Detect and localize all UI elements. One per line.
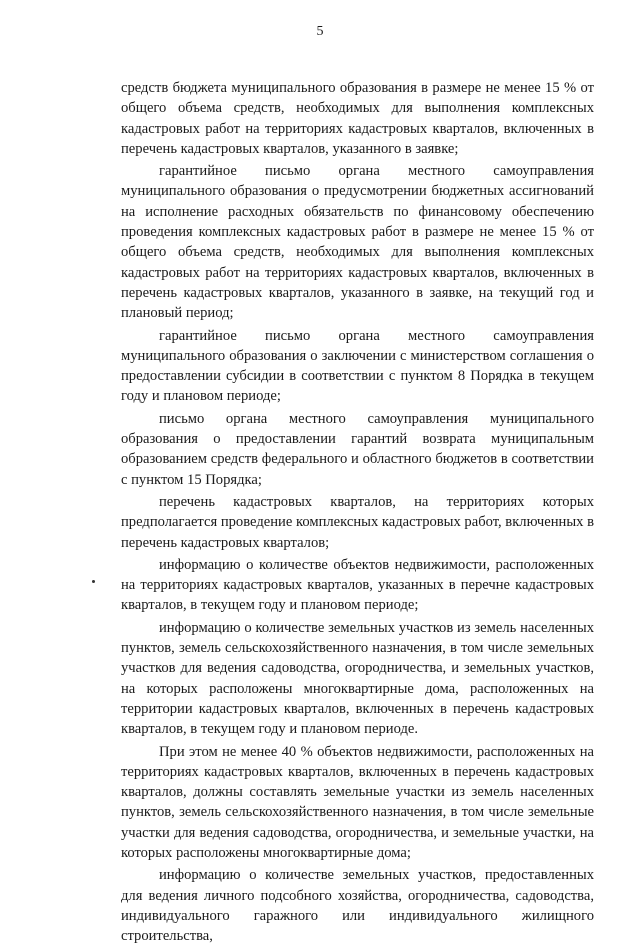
paragraph: информацию о количестве земельных участков из земель населенных пунктов, земель сельскохозяйственного назначения, в том числе земельных участков для ведения садоводства, огородничества, и земельных участков, на которых расположены многоквартирные дома, расположенных на территории кадастровых кварталов, включенных в перечень кадастровых кварталов, в текущем году и плановом периоде. xyxy=(121,619,594,738)
paragraph: информацию о количестве земельных участков, предоставленных для ведения личного подсобного хозяйства, огородничества, садоводства, индивидуального гаражного или индивидуального жилищного строительства, xyxy=(121,867,594,945)
document-body xyxy=(121,78,594,948)
paragraph: гарантийное письмо органа местного самоуправления муниципального образования о заключении с министерством соглашения о предоставлении субсидии в соответствии с пунктом 8 Порядка в текущем году и плановом периоде; xyxy=(121,327,594,405)
margin-dot-mark xyxy=(92,580,95,583)
paragraph: При этом не менее 40 % объектов недвижимости, расположенных на территориях кадастровых кварталов, включенных в перечень кадастровых кварталов, должны составлять земельные участки из земель населенных пунктов, земель сельскохозяйственного назначения, в том числе земельные участки для ведения садоводства, огородничества, и земельные участки, на которых расположены многоквартирные дома; xyxy=(121,743,594,861)
paragraph: письмо органа местного самоуправления муниципального образования о предоставлении гарантий возврата муниципальным образованием средств федерального и областного бюджетов в соответствии с пунктом 15 Порядка; xyxy=(121,410,594,488)
paragraph: средств бюджета муниципального образования в размере не менее 15 % от общего объема средств, необходимых для выполнения комплексных кадастровых работ на территориях кадастровых кварталов, включенных в перечень кадастровых кварталов, указанного в заявке; xyxy=(121,80,594,157)
paragraph: информацию о количестве объектов недвижимости, расположенных на территориях кадастровых кварталов, указанных в перечне кадастровых кварталов, в текущем году и плановом периоде; xyxy=(121,556,594,614)
paragraph: гарантийное письмо органа местного самоуправления муниципального образования о предусмотрении бюджетных ассигнований на исполнение расходных обязательств по финансовому обеспечению проведения комплексных кадастровых работ в размере не менее 15 % от общего объема средств, необходимых для выполнения комплексных кадастровых работ на территориях кадастровых кварталов, включенных в перечень кадастровых кварталов, указанного в заявке, на текущий год и плановый период; xyxy=(121,163,594,322)
paragraph: перечень кадастровых кварталов, на территориях которых предполагается проведение комплексных кадастровых работ, включенных в перечень кадастровых кварталов; xyxy=(121,493,594,551)
page-number: 5 xyxy=(316,24,324,39)
